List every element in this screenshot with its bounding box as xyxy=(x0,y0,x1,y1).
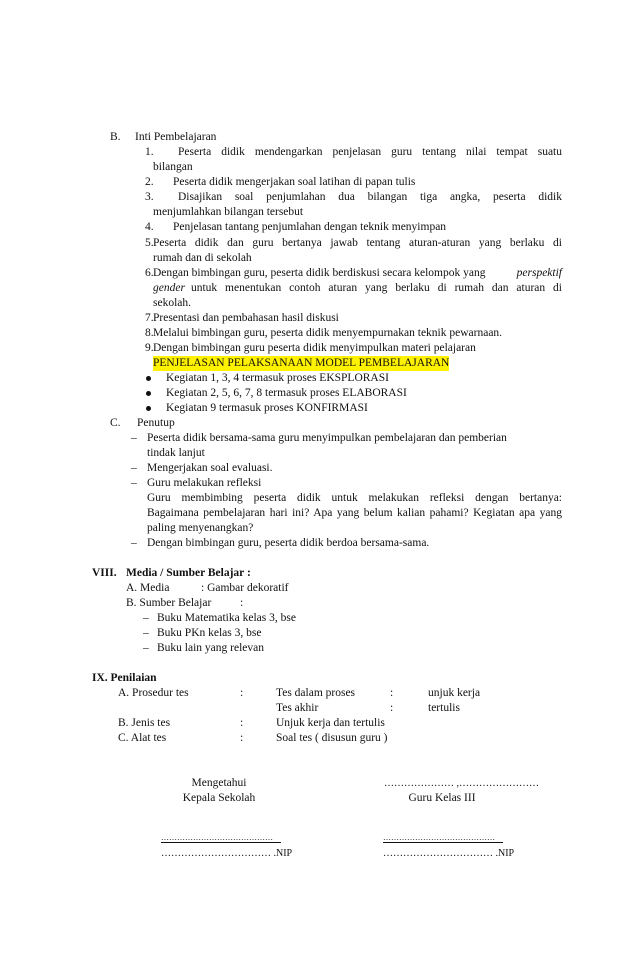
bullet-icon xyxy=(146,406,151,411)
list-item-text-part: Dengan bimbingan guru, peserta didik berdiskusi secara kelompok yang xyxy=(153,267,486,279)
list-item-text: Disajikan soal penjumlahan dua bilangan tiga angka, peserta didik xyxy=(178,191,562,203)
list-item-number: 3. xyxy=(145,191,154,203)
list-item-text-part: untuk menentukan contoh aturan yang berlaku di rumah dan aturan di xyxy=(190,282,562,294)
list-item-number: 5. xyxy=(145,237,154,249)
section-viii-title: Media / Sumber Belajar : xyxy=(126,567,251,579)
list-item-number: 2. xyxy=(145,176,154,188)
list-item-text: Dengan bimbingan guru, peserta didik berdoa bersama-sama. xyxy=(147,537,430,549)
list-item-text-emphasis: perspektif xyxy=(516,267,562,279)
signature-right-name: …………………………………… xyxy=(383,833,503,843)
bullet-icon xyxy=(146,391,151,396)
list-item-text: Guru melakukan refleksi xyxy=(147,477,262,489)
list-item-number: 4. xyxy=(145,221,154,233)
list-item-detail: Guru membimbing peserta didik untuk melakukan refleksi dengan bertanya: xyxy=(147,492,562,504)
book-item: Buku lain yang relevan xyxy=(157,642,264,654)
signature-right-role: Guru Kelas III xyxy=(408,792,476,804)
list-item-text: Peserta didik dan guru bertanya jawab tentang aturan-aturan yang berlaku di xyxy=(153,237,562,249)
assessment-value: Unjuk kerja dan tertulis xyxy=(276,717,385,729)
signature-left-heading: Mengetahui xyxy=(191,777,247,789)
signature-left-name: …………………………………… xyxy=(161,833,281,843)
bullet-item: Kegiatan 1, 3, 4 termasuk proses EKSPLORASI xyxy=(166,372,389,384)
list-item-text: bilangan xyxy=(153,161,193,173)
list-item-text: tindak lanjut xyxy=(147,447,205,459)
list-item-text: Peserta didik mendengarkan penjelasan guru tentang nilai tempat suatu xyxy=(178,146,562,158)
list-item-detail: Bagaimana pembelajaran hari ini? Apa yang belum kalian pahami? Kegiatan apa yang xyxy=(147,507,562,519)
bullet-icon xyxy=(146,376,151,381)
dash-icon: – xyxy=(143,627,149,639)
list-item-number: 1. xyxy=(145,146,154,158)
assessment-value: Soal tes ( disusun guru ) xyxy=(276,732,388,744)
list-item-text: menjumlahkan bilangan tersebut xyxy=(153,206,304,218)
list-item-number: 9. xyxy=(145,342,154,354)
section-c-title: Penutup xyxy=(137,417,175,429)
assessment-value: Tes dalam proses xyxy=(276,687,356,699)
section-ix-title: IX. Penilaian xyxy=(92,672,157,684)
list-item-number: 8. xyxy=(145,327,154,339)
list-item-text: sekolah. xyxy=(153,297,192,309)
sumber-colon: : xyxy=(240,597,244,609)
list-item-text: rumah dan di sekolah xyxy=(153,252,252,264)
bullet-item: Kegiatan 9 termasuk proses KONFIRMASI xyxy=(166,402,368,414)
list-item-text: Mengerjakan soal evaluasi. xyxy=(147,462,273,474)
list-item-text: Presentasi dan pembahasan hasil diskusi xyxy=(153,312,339,324)
dash-icon: – xyxy=(131,432,137,444)
assessment-colon: : xyxy=(240,687,244,699)
list-item-number: 7. xyxy=(145,312,154,324)
list-item-text: Melalui bimbingan guru, peserta didik menyempurnakan teknik pewarnaan. xyxy=(153,327,503,339)
assessment-colon: : xyxy=(240,717,244,729)
media-label: A. Media xyxy=(126,582,170,594)
bullet-item: Kegiatan 2, 5, 6, 7, 8 termasuk proses ELABORASI xyxy=(166,387,407,399)
dash-icon: – xyxy=(131,537,137,549)
list-item-text xyxy=(153,266,562,281)
assessment-colon-2: : xyxy=(390,687,394,699)
section-b-title: Inti Pembelajaran xyxy=(135,131,217,143)
assessment-colon: : xyxy=(240,732,244,744)
highlighted-heading: PENJELASAN PELAKSANAAN MODEL PEMBELAJARAN xyxy=(153,357,450,369)
signature-left-role: Kepala Sekolah xyxy=(182,792,256,804)
list-item-text: Peserta didik bersama-sama guru menyimpulkan pembelajaran dan pemberian xyxy=(147,432,507,444)
assessment-label: B. Jenis tes xyxy=(118,717,171,729)
book-item: Buku Matematika kelas 3, bse xyxy=(157,612,296,624)
section-b-letter: B. xyxy=(110,131,121,143)
dash-icon: – xyxy=(131,462,137,474)
sumber-label: B. Sumber Belajar xyxy=(126,597,212,609)
list-item-text: Dengan bimbingan guru peserta didik menyimpulkan materi pelajaran xyxy=(153,342,476,354)
signature-right-place-date: ………………… ,…………………… xyxy=(384,778,539,789)
signature-right-nip: …………………………… .NIP xyxy=(383,848,515,859)
assessment-value-2: tertulis xyxy=(428,702,460,714)
media-value: : Gambar dekoratif xyxy=(201,582,289,594)
assessment-colon-2: : xyxy=(390,702,394,714)
list-item-detail: paling menyenangkan? xyxy=(147,522,254,534)
assessment-label: A. Prosedur tes xyxy=(118,687,189,699)
section-c-letter: C. xyxy=(110,417,121,429)
list-item-text: Penjelasan tantang penjumlahan dengan teknik menyimpan xyxy=(173,221,447,233)
assessment-value-2: unjuk kerja xyxy=(428,687,481,699)
book-item: Buku PKn kelas 3, bse xyxy=(157,627,262,639)
dash-icon: – xyxy=(131,477,137,489)
assessment-value: Tes akhir xyxy=(276,702,319,714)
list-item-number: 6. xyxy=(145,267,154,279)
assessment-label: C. Alat tes xyxy=(118,732,167,744)
list-item-text: Peserta didik mengerjakan soal latihan di papan tulis xyxy=(173,176,416,188)
list-item-text xyxy=(153,281,562,296)
section-viii-number: VIII. xyxy=(92,567,117,579)
list-item-text-emphasis: gender xyxy=(153,282,185,294)
dash-icon: – xyxy=(143,642,149,654)
dash-icon: – xyxy=(143,612,149,624)
signature-left-nip: …………………………… .NIP xyxy=(161,848,293,859)
